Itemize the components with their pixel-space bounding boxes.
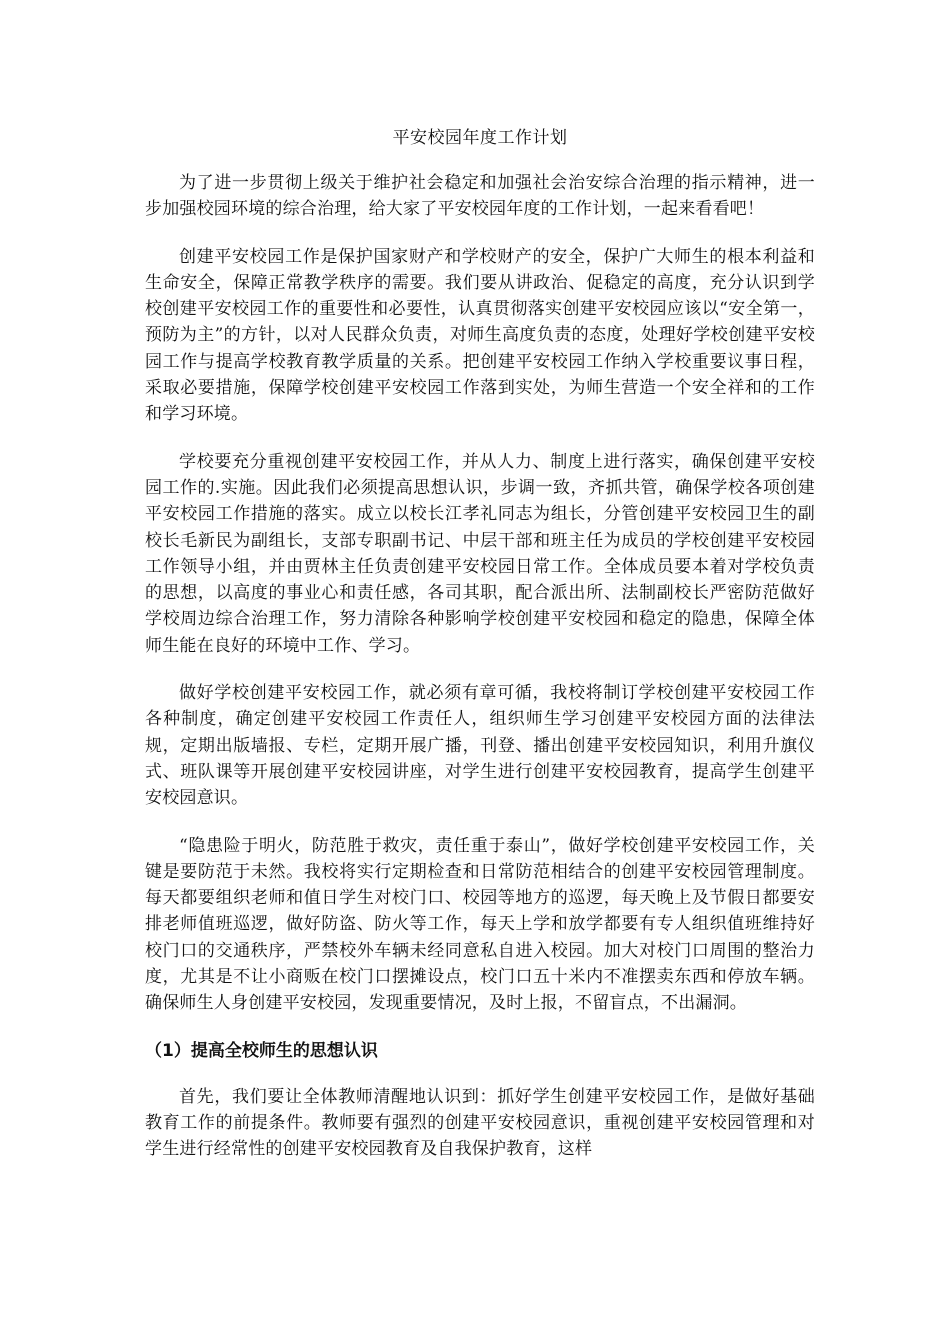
document-title: 平安校园年度工作计划 bbox=[392, 128, 568, 148]
body-paragraph-prevention: “隐患险于明火，防范胜于救灾，责任重于泰山”，做好学校创建平安校园工作，关键是要防范于未然。我校将实行定期检查和日常防范相结合的创建平安校园管理制度。每天都要组织老师和值日学生对校门口、校园等地方的巡逻，每天晚上及节假日都要安排老师值班巡逻，做好防盗、防火等工作，每天上学和放学都要有专人组织值班维持好校门口的交通秩序，严禁校外车辆未经同意私自进入校园。加大对校门口周围的整治力度，尤其是不让小商贩在校门口摆摊设点，校门口五十米内不准摆卖东西和停放车辆。确保师生人身创建平安校园，发现重要情况，及时上报，不留盲点，不出漏洞。 bbox=[145, 835, 815, 1014]
section-heading: （1）提高全校师生的思想认识 bbox=[145, 1040, 378, 1061]
section-paragraph: 首先，我们要让全体教师清醒地认识到：抓好学生创建平安校园工作，是做好基础教育工作的前提条件。教师要有强烈的创建平安校园意识，重视创建平安校园管理和对学生进行经常性的创建平安校园教育及自我保护教育，这样 bbox=[145, 1086, 815, 1160]
body-paragraph-importance: 创建平安校园工作是保护国家财产和学校财产的安全，保护广大师生的根本利益和生命安全，保障正常教学秩序的需要。我们要从讲政治、促稳定的高度，充分认识到学校创建平安校园工作的重要性和必要性，认真贯彻落实创建平安校园应该以“安全第一，预防为主”的方针，以对人民群众负责，对师生高度负责的态度，处理好学校创建平安校园工作与提高学校教育教学质量的关系。把创建平安校园工作纳入学校重要议事日程，采取必要措施，保障学校创建平安校园工作落到实处，为师生营造一个安全祥和的工作和学习环境。 bbox=[145, 246, 815, 425]
body-paragraph-rules: 做好学校创建平安校园工作，就必须有章可循，我校将制订学校创建平安校园工作各种制度，确定创建平安校园工作责任人，组织师生学习创建平安校园方面的法律法规，定期出版墙报、专栏，定期开展广播，刊登、播出创建平安校园知识，利用升旗仪式、班队课等开展创建平安校园讲座，对学生进行创建平安校园教育，提高学生创建平安校园意识。 bbox=[145, 683, 815, 809]
document-page bbox=[145, 126, 815, 1184]
body-paragraph-organization: 学校要充分重视创建平安校园工作，并从人力、制度上进行落实，确保创建平安校园工作的.实施。因此我们必须提高思想认识，步调一致，齐抓共管，确保学校各项创建平安校园工作措施的落实。成立以校长江孝礼同志为组长，分管创建平安校园卫生的副校长毛新民为副组长，支部专职副书记、中层干部和班主任为成员的学校创建平安校园工作领导小组，并由贾林主任负责创建平安校园日常工作。全体成员要本着对学校负责的思想，以高度的事业心和责任感，各司其职，配合派出所、法制副校长严密防范做好学校周边综合治理工作，努力清除各种影响学校创建平安校园和稳定的隐患，保障全体师生能在良好的环境中工作、学习。 bbox=[145, 451, 815, 656]
intro-paragraph: 为了进一步贯彻上级关于维护社会稳定和加强社会治安综合治理的指示精神，进一步加强校园环境的综合治理，给大家了平安校园年度的工作计划，一起来看看吧！ bbox=[145, 173, 815, 220]
